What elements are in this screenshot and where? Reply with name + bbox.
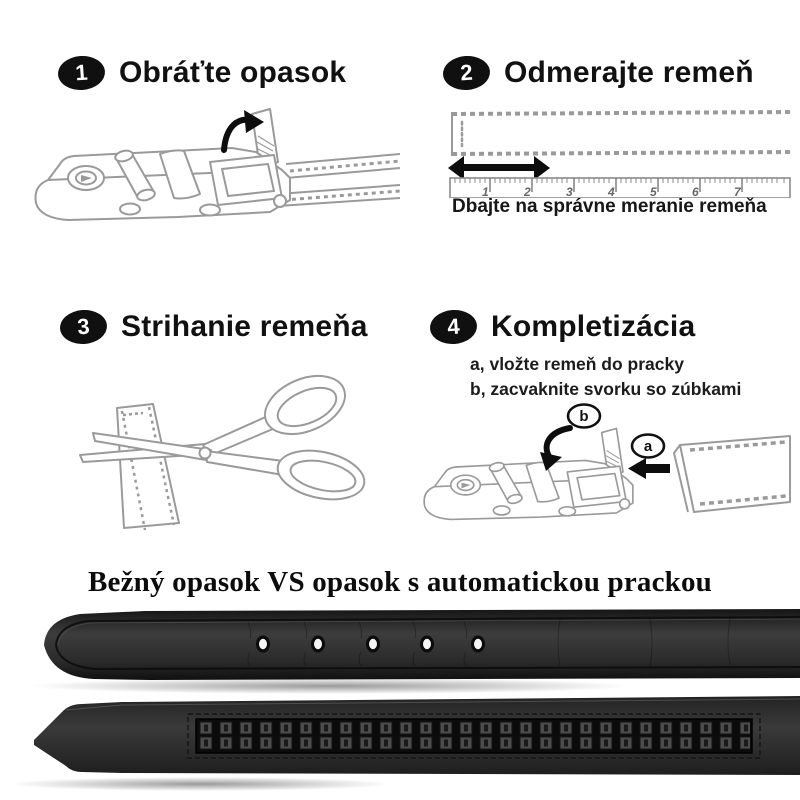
step1-header [58, 56, 346, 90]
ruler-number: 7 [734, 185, 741, 198]
step4-instructions [470, 352, 741, 402]
step4-title: Kompletizácia [491, 310, 696, 343]
measure-arrow-icon [448, 156, 550, 180]
marker-a-label: a [643, 438, 653, 455]
step3-number-badge: 3 [59, 308, 108, 345]
regular-belt-image [0, 598, 800, 694]
step3-scissors-illustration [55, 365, 385, 540]
step2-caption: Dbajte na správne meranie remeňa [452, 196, 767, 217]
step4-assembly-illustration [418, 402, 793, 540]
belt-strap-vertical [117, 404, 179, 530]
step2-number-badge: 2 [442, 54, 491, 91]
belt-shadow [10, 777, 390, 791]
belt-strap-lines [278, 154, 400, 206]
automatic-belt-image [0, 688, 800, 794]
marker-b-label: b [579, 408, 589, 425]
step1-title: Obráťte opasok [119, 56, 347, 89]
buckle [424, 428, 633, 519]
step2-title: Odmerajte remeň [504, 56, 754, 89]
scissors-pivot [200, 448, 211, 459]
belt-strap-piece [674, 436, 790, 512]
comparison-headline: Bežný opasok VS opasok s automatickou prackou [87, 566, 713, 598]
instruction-a: a, vložte remeň do pracky [470, 354, 684, 374]
ruler-number: 4 [608, 185, 615, 198]
step2-header [443, 56, 754, 90]
step4-header [430, 310, 695, 344]
step1-number-badge: 1 [57, 54, 106, 91]
ratchet-track [188, 714, 760, 758]
step3-title: Strihanie remeňa [121, 310, 368, 343]
step2-measure-illustration [440, 104, 792, 198]
ruler-number: 2 [524, 185, 531, 198]
step1-buckle-illustration [28, 106, 402, 234]
insert-arrow-icon [628, 458, 670, 479]
press-arrow-icon [547, 428, 570, 458]
marker-a [628, 435, 670, 480]
ruler-number: 3 [566, 185, 573, 198]
instruction-b: b, zacvaknite svorku so zúbkami [470, 379, 742, 399]
step4-number-badge: 4 [429, 308, 478, 345]
step3-header [60, 310, 368, 344]
ruler [450, 178, 790, 198]
ruler-number: 5 [650, 185, 657, 198]
ruler-number: 6 [692, 185, 699, 198]
ruler-number: 1 [482, 185, 489, 198]
belt-strap [452, 112, 790, 156]
